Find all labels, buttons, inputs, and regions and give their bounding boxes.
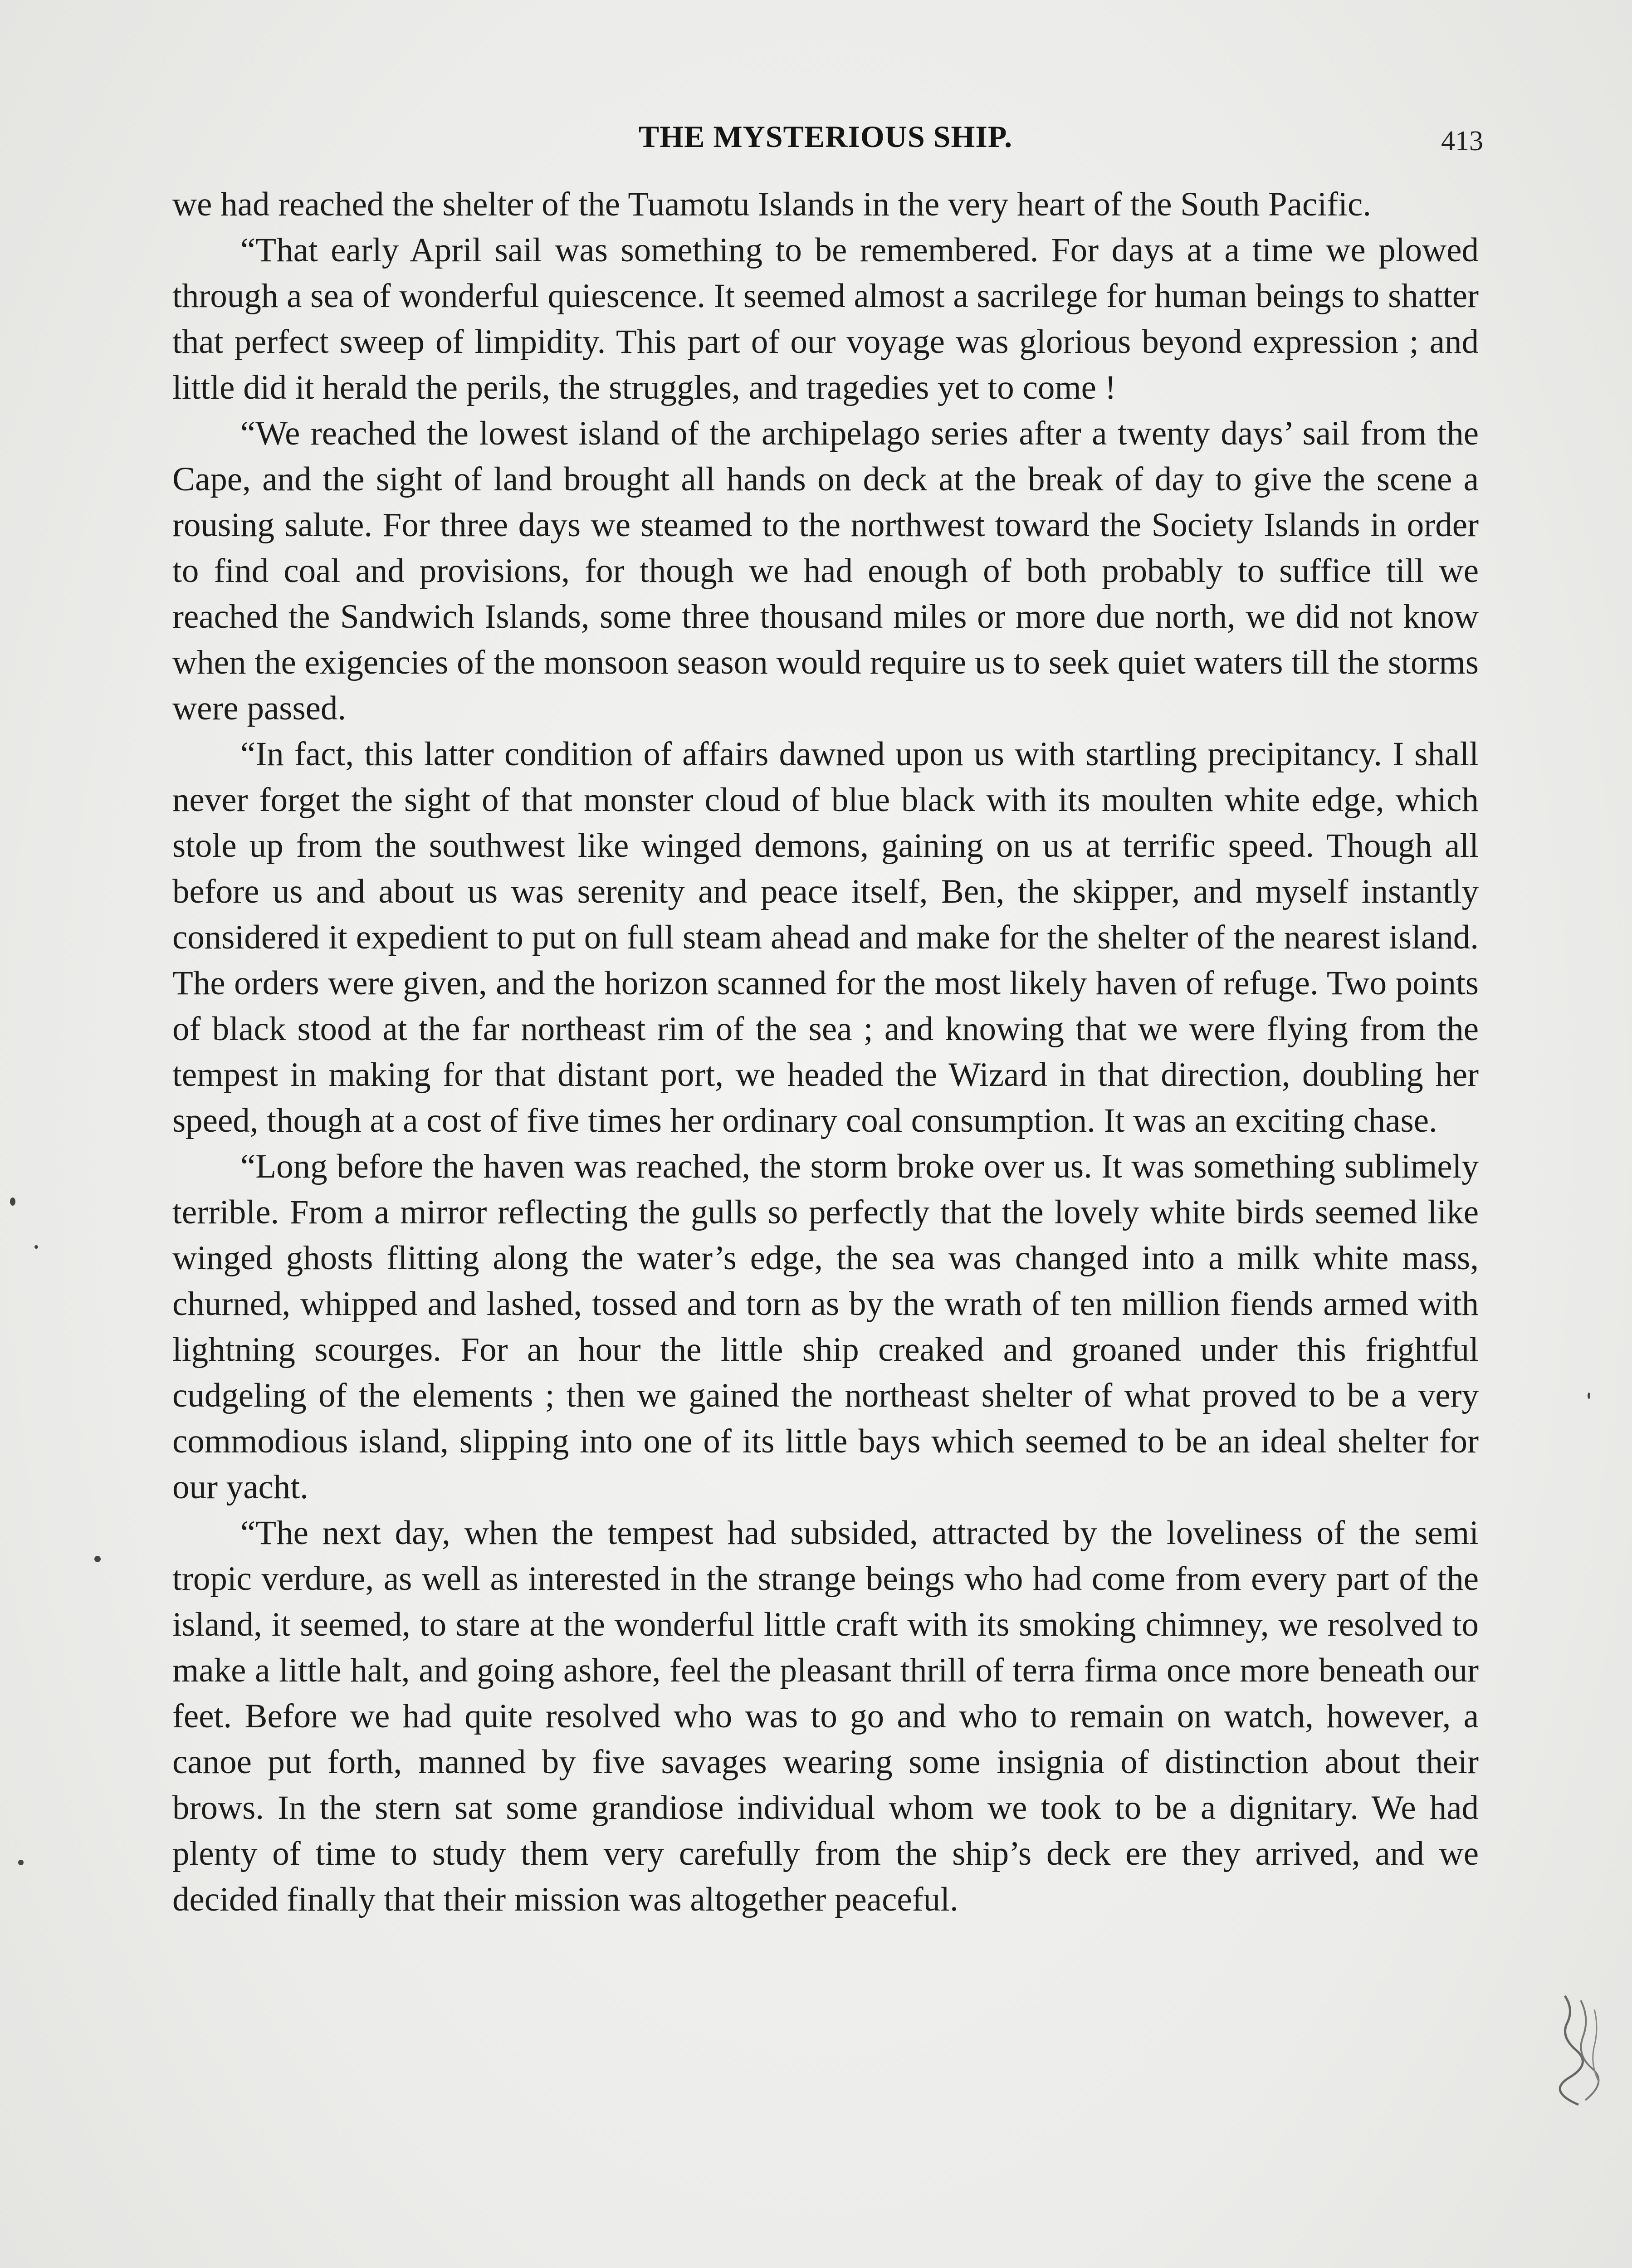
paragraph-6: “The next day, when the tempest had subsided, attracted by the loveliness of the semi tropic verdure, as well as interested in the strange beings who had come from every part of the island, it seemed, to stare at the wonderful little craft with its smoking chimney, we resolved to make a little halt, and going ashore, feel the pleasant thrill of terra firma once more beneath our feet. Before we had quite resolved who was to go and who to remain on watch, however, a canoe put forth, manned by five savages wearing some insignia of distinction about their brows. In the stern sat some grandiose individual whom we took to be a dignitary. We had plenty of time to study them very carefully from the ship’s deck ere they arrived, and we decided finally that their mission was altogether peaceful. [172, 1514, 1479, 1918]
page-header [172, 119, 1483, 160]
scan-speck [10, 1198, 15, 1206]
scan-speck [18, 1860, 24, 1865]
page-number: 413 [1441, 126, 1483, 156]
scan-speck [34, 1245, 38, 1249]
paragraph-4: “In fact, this latter condition of affairs dawned upon us with startling precipitancy. I shall never forget the sight of that monster cloud of blue black with its moulten white edge, which stole up from the southwest like winged demons, gaining on us at terrific speed. Though all before us and about us was serenity and peace itself, Ben, the skipper, and myself instantly considered it expedient to put on full steam ahead and make for the shelter of the nearest island. The orders were given, and the horizon scanned for the most likely haven of refuge. Two points of black stood at the far northeast rim of the sea ; and knowing that we were flying from the tempest in making for that distant port, we headed the Wizard in that direction, doubling her speed, though at a cost of five times her ordinary coal consumption. It was an exciting chase. [172, 735, 1479, 1139]
running-title: THE MYSTERIOUS SHIP. [638, 119, 1013, 154]
paragraph-3: “We reached the lowest island of the archipelago series after a twenty days’ sail from the Cape, and the sight of land brought all hands on deck at the break of day to give the scene a rousing salute. For three days we steamed to the northwest toward the Society Islands in order to find coal and provisions, for though we had enough of both probably to suffice till we reached the Sandwich Islands, some three thousand miles or more due north, we did not know when the exigencies of the monsoon season would require us to seek quiet waters till the storms were passed. [172, 415, 1479, 727]
body-text [172, 181, 1479, 1922]
paragraph-2: “That early April sail was something to be remembered. For days at a time we plowed through a sea of wonderful quiescence. It seemed almost a sacrilege for human beings to shatter that perfect sweep of limpidity. This part of our voyage was glorious beyond expression ; and little did it herald the perils, the struggles, and tragedies yet to come ! [172, 231, 1479, 406]
scan-speck [94, 1556, 101, 1562]
margin-scribble [1556, 1991, 1606, 2109]
paragraph-5: “Long before the haven was reached, the storm broke over us. It was something sublimely terrible. From a mirror reflecting the gulls so perfectly that the lovely white birds seemed like winged ghosts flitting along the water’s edge, the sea was changed into a milk white mass, churned, whipped and lashed, tossed and torn as by the wrath of ten million fiends armed with lightning scourges. For an hour the little ship creaked and groaned under this frightful cudgeling of the elements ; then we gained the northeast shelter of what proved to be a very commodious island, slipping into one of its little bays which seemed to be an ideal shelter for our yacht. [172, 1148, 1479, 1506]
scan-speck [1588, 1393, 1590, 1399]
paragraph-1: we had reached the shelter of the Tuamotu Islands in the very heart of the South Pacific. [172, 186, 1372, 223]
